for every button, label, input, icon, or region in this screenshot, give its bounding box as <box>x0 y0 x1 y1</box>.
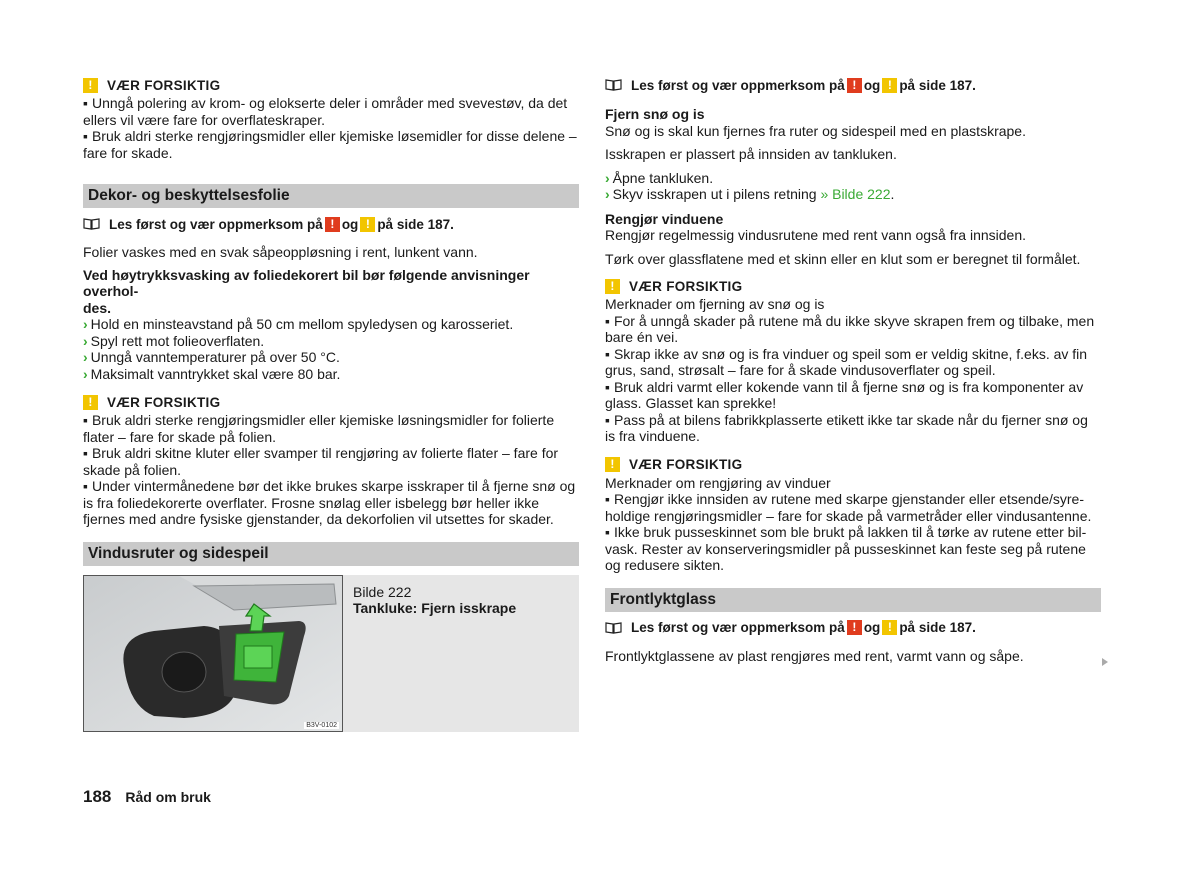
section-heading: Frontlyktglass <box>605 588 1101 612</box>
left-column <box>83 76 579 732</box>
paragraph: Folier vaskes med en svak såpeoppløsning i rent, lunkent vann. <box>83 244 478 260</box>
read-first-text: Les først og vær oppmerksom på <box>109 216 323 232</box>
exclamation-icon: ! <box>360 217 375 232</box>
figure-code: B3V-0102 <box>306 721 337 729</box>
bold-instruction: Ved høytrykksvasking av foliedekorert bil bør følgende anvisninger overhol- <box>83 266 530 299</box>
paragraph: Frontlyktglassene av plast rengjøres med rent, varmt vann og såpe. <box>605 647 1024 664</box>
continue-arrow-icon <box>1102 658 1108 666</box>
step-item: › Unngå vanntemperaturer på over 50 °C. <box>83 349 340 365</box>
step-item: › Åpne tankluken. <box>605 169 714 186</box>
caution-item: ▪ For å unngå skader på rutene må du ikke skyve skrapen frem og tilbake, men bare én vei. <box>605 313 1101 346</box>
step-item: › Maksimalt vanntrykket skal være 80 bar. <box>83 365 341 382</box>
read-first-and: og <box>863 620 881 635</box>
exclamation-icon: ! <box>605 279 620 294</box>
paragraph: Snø og is skal kun fjernes fra ruter og sidespeil med en plastskrape. <box>605 122 1026 139</box>
caution-item: ▪ Bruk aldri sterke rengjøringsmidler eller kjemiske løsemidler for disse delene – fare for skade. <box>83 128 579 161</box>
read-first-and: og <box>341 216 359 232</box>
subheading: Fjern snø og is <box>605 106 705 122</box>
caution-title: VÆR FORSIKTIG <box>629 278 743 294</box>
chapter-title: Råd om bruk <box>125 789 211 805</box>
figure-title: Tankluke: Fjern isskrape <box>353 600 517 616</box>
paragraph: Isskrapen er plassert på innsiden av tankluken. <box>605 146 897 162</box>
fuel-flap-illustration <box>83 575 343 732</box>
caution-box <box>605 456 1101 574</box>
figure <box>83 575 579 732</box>
paragraph: Rengjør regelmessig vindusrutene med rent vann også fra innsiden. <box>605 227 1027 243</box>
book-icon <box>605 79 622 91</box>
caution-subtitle: Merknader om rengjøring av vinduer <box>605 474 831 491</box>
page-footer <box>83 787 211 807</box>
exclamation-icon: ! <box>83 395 98 410</box>
step-item: › Hold en minsteavstand på 50 cm mellom spyledysen og karosseriet. <box>83 316 514 332</box>
book-icon <box>605 622 622 634</box>
section-heading: Dekor- og beskyttelsesfolie <box>83 184 579 208</box>
exclamation-icon: ! <box>83 78 98 93</box>
exclamation-icon: ! <box>605 457 620 472</box>
caution-box <box>83 76 579 161</box>
book-icon <box>83 218 100 230</box>
figure-link[interactable]: » Bilde 222 <box>820 186 891 202</box>
warning-icon: ! <box>325 217 340 232</box>
read-first-note <box>83 215 579 233</box>
warning-icon: ! <box>847 78 862 93</box>
read-first-text: Les først og vær oppmerksom på <box>631 77 845 93</box>
caution-item: ▪ Bruk aldri sterke rengjøringsmidler eller kjemiske løsningsmidler for folierte flater – fare for skade på folien. <box>83 412 579 445</box>
caution-box <box>605 277 1101 445</box>
caution-box <box>83 393 579 528</box>
warning-icon: ! <box>847 620 862 635</box>
section-heading: Vindusruter og sidespeil <box>83 542 579 566</box>
caution-item: ▪ Pass på at bilens fabrikkplasserte etikett ikke tar skade når du fjerner snø og is fra vinduene. <box>605 412 1101 445</box>
read-first-note <box>605 76 1101 94</box>
paragraph: Tørk over glassflatene med et skinn eller en klut som er beregnet til formålet. <box>605 250 1081 267</box>
figure-label: Bilde 222 <box>353 583 412 600</box>
caution-item: ▪ Ikke bruk pusseskinnet som ble brukt på lakken til å tørke av rutene etter bilvask. Rester av konserveringsmidler på pusseskinnet kan feste seg på rutene og redusere sikten. <box>605 524 1101 574</box>
caution-item: ▪ Rengjør ikke innsiden av rutene med skarpe gjenstander eller etsende/syreholdige rengjøringsmidler – fare for skade på varmetråder eller vindusantenne. <box>605 491 1101 524</box>
read-first-page: på side 187. <box>899 77 976 93</box>
caution-title: VÆR FORSIKTIG <box>629 457 743 472</box>
bold-instruction-cont: des. <box>83 299 112 316</box>
step-item: › Spyl rett mot folieoverflaten. <box>83 332 265 349</box>
read-first-note <box>605 619 1101 637</box>
read-first-page: på side 187. <box>899 620 976 635</box>
caution-item: ▪ Bruk aldri skitne kluter eller svamper til rengjøring av folierte flater – fare for skade på folien. <box>83 445 579 478</box>
read-first-and: og <box>863 77 881 93</box>
caution-title: VÆR FORSIKTIG <box>107 77 221 93</box>
exclamation-icon: ! <box>882 78 897 93</box>
caution-subtitle: Merknader om fjerning av snø og is <box>605 296 825 312</box>
page-number: 188 <box>83 787 112 806</box>
subheading: Rengjør vinduene <box>605 210 724 227</box>
step-item: › Skyv isskrapen ut i pilens retning » Bilde 222. <box>605 186 895 202</box>
caution-item: ▪ Unngå polering av krom- og elokserte deler i områder med svevestøv, da det ellers vil være fare for overflateskraper. <box>83 95 579 128</box>
caution-item: ▪ Skrap ikke av snø og is fra vinduer og speil som er veldig skitne, f.eks. av fin grus, sand, strøsalt – fare for å skade vindusoverflater og speil. <box>605 346 1101 379</box>
read-first-text: Les først og vær oppmerksom på <box>631 620 845 635</box>
right-column <box>605 76 1101 664</box>
exclamation-icon: ! <box>882 620 897 635</box>
caution-item: ▪ Bruk aldri varmt eller kokende vann til å fjerne snø og is fra komponenter av glass. Glasset kan sprekke! <box>605 379 1101 412</box>
car-fuel-flap-image <box>84 576 343 732</box>
read-first-page: på side 187. <box>377 216 454 232</box>
caution-item: ▪ Under vintermånedene bør det ikke brukes skarpe isskraper til å fjerne snø og is fra foliedekorerte overflater. Frosne snølag eller isbelegg bør heller ikke fjernes med andre fysiske gjenstander, da dekorfolien vil utsettes for skader. <box>83 478 579 528</box>
figure-caption <box>343 575 579 732</box>
caution-title: VÆR FORSIKTIG <box>107 394 221 410</box>
